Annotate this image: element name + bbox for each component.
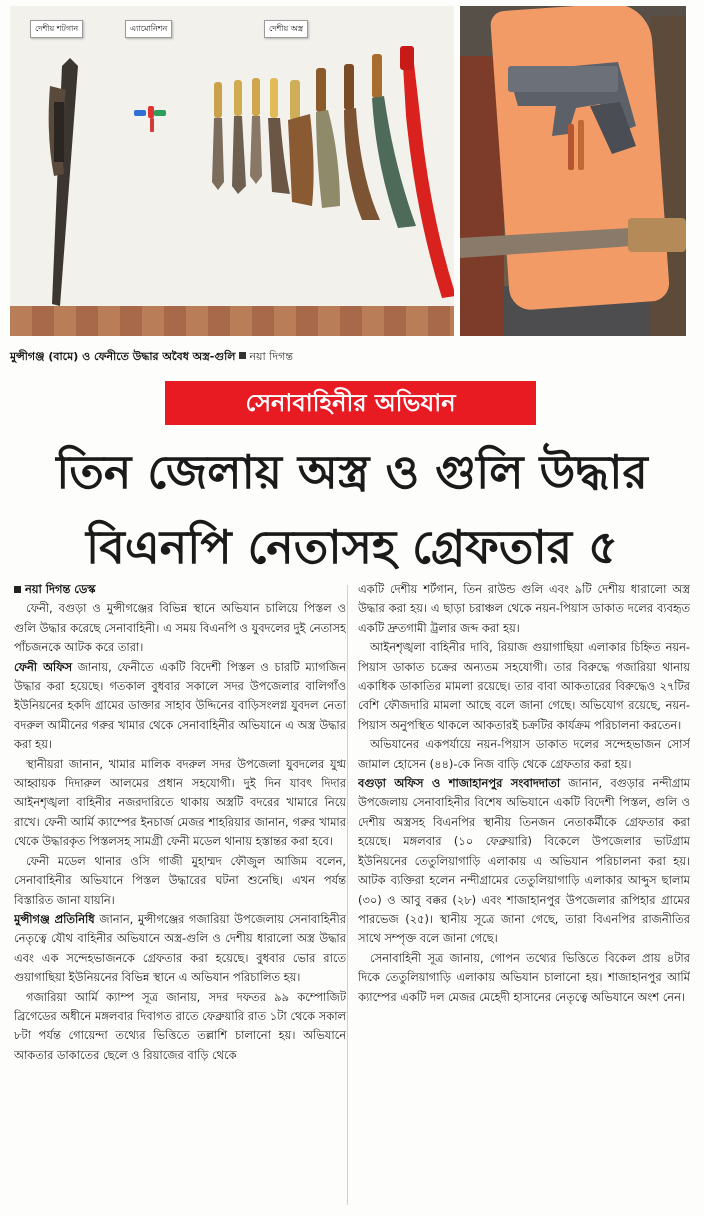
pistol-illustration bbox=[460, 6, 686, 336]
knives-icon bbox=[212, 78, 314, 206]
paragraph-text: গজারিয়া আর্মি ক্যাম্প সূত্র জানায়, সদর দফতর ৯৯ কম্পোজিট ব্রিগেডের অধীনে মঙ্গলবার দিবাগত রাতে ফেব্রুয়ারি রাত ১টা থেকে সকাল ৮টা পর্যন্ত গোয়েন্দা তথ্যের ভিত্তিতে তল্লাশি চালানো হয়। অভিযানে আকতার ডাকাতের ছেলে ও রিয়াজের বাড়ি থেকে bbox=[14, 989, 346, 1062]
paragraph bbox=[358, 580, 690, 638]
paragraph-text: একটি দেশীয় শর্টগান, তিন রাউন্ড গুলি এবং ৯টি দেশীয় ধারালো অস্ত্র উদ্ধার করা হয়। এ ছাড়া চরাঞ্চল থেকে নয়ন-পিয়াস ডাকাত দলের ব্যবহৃত একটি দ্রুতগামী ট্রলার জব্দ করা হয়। bbox=[358, 582, 690, 635]
photo-label-local-weapons: দেশীয় অস্ত্র bbox=[264, 20, 308, 38]
byline bbox=[14, 580, 346, 599]
paragraph-lead: মুন্সীগঞ্জ প্রতিনিধি bbox=[14, 911, 95, 926]
bullets-icon bbox=[568, 120, 584, 170]
caption-text: মুন্সীগঞ্জ (বামে) ও ফেনীতে উদ্ধার অবৈধ অস্ত্র-গুলি bbox=[10, 350, 236, 363]
column-divider bbox=[347, 585, 348, 1205]
paragraph-text: জানান, বগুড়ার নন্দীগ্রাম উপজেলায় সেনাবাহিনীর বিশেষ অভিযানে একটি বিদেশী পিস্তল, গুলি ও দেশীয় অস্ত্রসহ বিএনপির স্থানীয় তিনজন নেতাকর্মীকে গ্রেফতার করা হয়েছে। মঙ্গলবার (১০ ফেব্রুয়ারি) বিকেলে উপজেলার ভাটগ্রাম ইউনিয়নের তেতুলিয়াগাড়ি এলাকায় এ অভিযান পরিচালনা করা হয়। আটক ব্যক্তিরা হলেন নন্দীগ্রামের তেতুলিয়াগাড়ি এলাকার আব্দুস ছালাম (৩০) ও আবু বক্কর (২৮) এবং শাজাহানপুর উপজেলার রূপিহার গ্রামের পারভেজ (২৫)। স্থানীয় সূত্রে জানা গেছে, তারা বিএনপির রাজনীতির সাথে সম্পৃক্ত বলে জানা গেছে। bbox=[358, 776, 690, 946]
photo-label-ammunition: এ্যামোনিশন bbox=[125, 20, 172, 38]
paragraph bbox=[14, 658, 346, 755]
paragraph bbox=[14, 988, 346, 1066]
red-sword-icon bbox=[400, 46, 454, 298]
paragraph-lead: ফেনী অফিস bbox=[14, 659, 73, 674]
paragraph-text: স্থানীয়রা জানান, খামার মালিক বদরুল সদর উপজেলা যুবদলের যুগ্ম আহ্বায়ক দিদারুল আলমের প্রধান সহযোগী। দুই দিন যাবৎ দিদার আইনশৃঙ্খলা বাহিনীর নজরদারিতে থাকায় অস্ত্রটি বদরের খামারে নিয়ে রাখে। ফেনী আর্মি ক্যাম্পের ইনচার্জ মেজর শাহরিয়ার জানান, গরুর খামার থেকে উদ্ধারকৃত পিস্তলসহ সামগ্রী ফেনী মডেল থানায় হস্তান্তর করা হবে। bbox=[14, 756, 346, 849]
paragraph bbox=[358, 638, 690, 735]
article-column-right bbox=[358, 580, 690, 1210]
kicker-banner: সেনাবাহিনীর অভিযান bbox=[165, 381, 536, 425]
paragraph-text: ফেনী, বগুড়া ও মুন্সীগঞ্জের বিভিন্ন স্থানে অভিযান চালিয়ে পিস্তল ও গুলি উদ্ধার করেছে সেনাবাহিনী। এ সময় বিএনপি ও যুবদলের দুই নেতাসহ পাঁচজনকে আটক করে তারা। bbox=[14, 601, 346, 655]
paragraph-text: আইনশৃঙ্খলা বাহিনীর দাবি, রিয়াজ গুয়াগাছিয়া এলাকার চিহ্নিত নয়ন-পিয়াস ডাকাত চক্রের অন্যতম সহযোগী। তার বিরুদ্ধে গজারিয়া থানায় একাধিক ডাকাতির মামলা রয়েছে। তার বাবা আকতারের বিরুদ্ধেও ২৭টির বেশি ফৌজদারি মামলা আছে বলে জানা গেছে। অভিযোগ রয়েছে, নয়ন-পিয়াস অনুপস্থিত থাকলে আকতারই চক্রটির কার্যক্রম পরিচালনা করতেন। bbox=[358, 640, 690, 732]
caption-credit: নয়া দিগন্ত bbox=[249, 350, 293, 363]
byline-text: নয়া দিগন্ত ডেস্ক bbox=[25, 582, 96, 596]
photo-caption bbox=[10, 348, 293, 367]
article-column-left bbox=[14, 580, 346, 1210]
paragraph bbox=[14, 755, 346, 852]
paragraph bbox=[14, 910, 346, 988]
paragraph bbox=[14, 599, 346, 657]
paragraph bbox=[14, 852, 346, 910]
byline-square-icon bbox=[14, 586, 21, 593]
photo-seized-weapons-munshiganj bbox=[10, 6, 454, 336]
paragraph-text: অভিযানের একপর্যায়ে নয়ন-পিয়াস ডাকাত দলের সন্দেহভাজন সোর্স জামাল হোসেন (৪৪)-কে নিজ বাড়ি থেকে গ্রেফতার করা হয়। bbox=[358, 737, 690, 771]
caption-square-icon bbox=[239, 352, 246, 359]
paragraph-text: জানায়, ফেনীতে একটি বিদেশী পিস্তল ও চারটি ম্যাগজিন উদ্ধার করা হয়েছে। গতকাল বুধবার সকালে সদর উপজেলার বালিগাঁও ইউনিয়নের হকদি গ্রামের ডাক্তার সাহাব উদ্দিনের বাড়িসংলগ্ন যুবদল নেতা বদরুল আমীনের গরুর খামার থেকে সেনাবাহিনীর অভিযানে এ অস্ত্র উদ্ধার করা হয়। bbox=[14, 659, 346, 752]
paragraph bbox=[358, 735, 690, 774]
paragraph-text: ফেনী মডেল থানার ওসি গাজী মুহাম্মদ ফৌজুল আজিম বলেন, সেনাবাহিনীর অভিযানে পিস্তল উদ্ধারের ঘটনা শুনেছি। এখন পর্যন্ত বিস্তারিত জানা যায়নি। bbox=[14, 853, 346, 907]
knife-icon bbox=[460, 218, 686, 258]
shotgun-icon bbox=[49, 58, 78, 306]
paragraph-lead: বগুড়া অফিস ও শাজাহানপুর সংবাদদাতা bbox=[358, 776, 561, 791]
paragraph-text: সেনাবাহিনী সূত্র জানায়, গোপন তথ্যের ভিত্তিতে বিকেল প্রায় ৪টার দিকে তেতুলিয়াগাড়ি এলাকায় অভিযান চালানো হয়। শাজাহানপুর আর্মি ক্যাম্পের একটি দল মেজর মেহেদী হাসানের নেতৃত্বে অভিযানে অংশ নেন। bbox=[358, 950, 690, 1004]
headline-line-2: বিএনপি নেতাসহ গ্রেফতার ৫ bbox=[86, 520, 618, 574]
photo-label-shotgun: দেশীয় শটগান bbox=[30, 20, 83, 38]
machetes-icon bbox=[316, 54, 416, 228]
paragraph-text: জানান, মুন্সীগঞ্জের গজারিয়া উপজেলায় সেনাবাহিনীর নেতৃত্বে যৌথ বাহিনীর অভিযানে অস্ত্র-গুলি ও দেশীয় ধারালো অস্ত্র উদ্ধার এবং এক সন্দেহভাজনকে গ্রেফতার করা হয়েছে। বুধবার ভোর রাতে গুয়াগাছিয়া ইউনিয়নের বিভিন্ন স্থানে এ অভিযান পরিচালিত হয়। bbox=[14, 911, 346, 985]
weapons-illustration bbox=[10, 6, 454, 336]
headline-line-1: তিন জেলায় অস্ত্র ও গুলি উদ্ধার bbox=[56, 445, 648, 499]
ammunition-icon bbox=[134, 106, 166, 132]
photo-seized-pistol-feni bbox=[460, 6, 686, 336]
paragraph bbox=[358, 949, 690, 1007]
paragraph bbox=[358, 774, 690, 949]
